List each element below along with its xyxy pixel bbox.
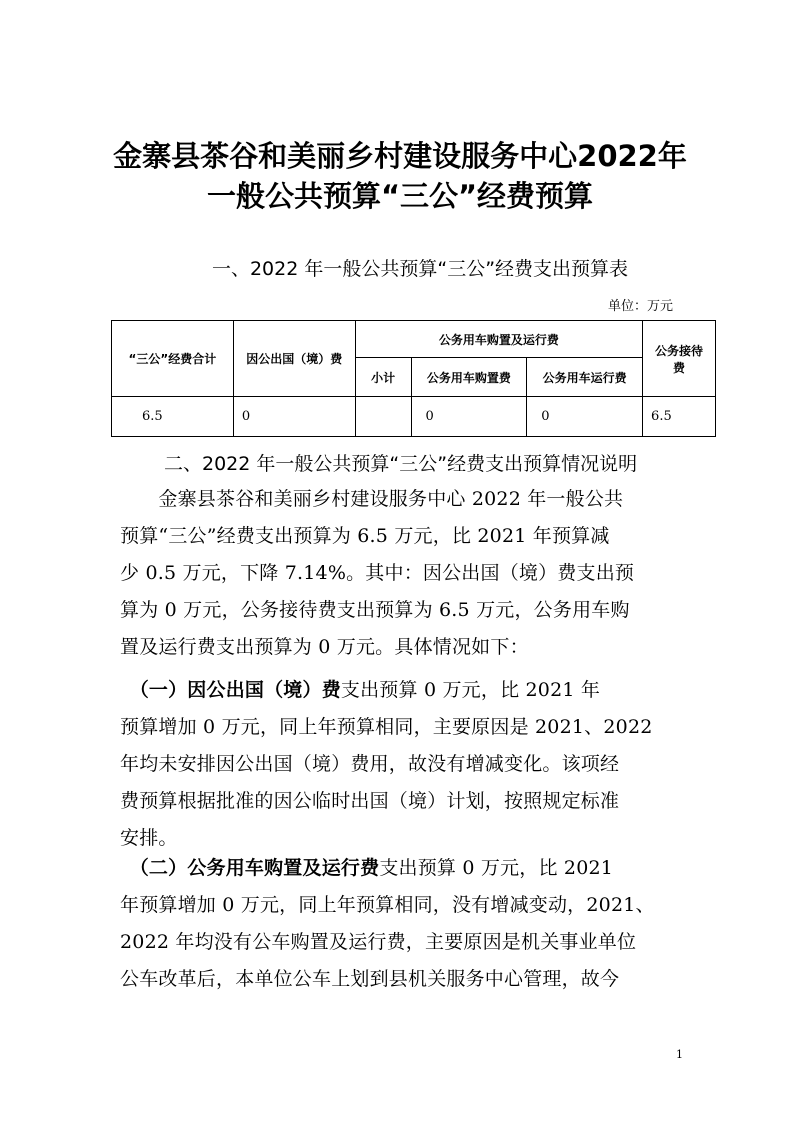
header-vehicle-operation: 公务用车运行费: [527, 358, 643, 397]
header-reception: 公务接待费: [643, 321, 716, 397]
section-2-heading: 二、2022 年一般公共预算“三公”经费支出预算情况说明: [164, 453, 638, 475]
text-line: [120, 850, 676, 887]
cell-reception: 6.5: [643, 397, 716, 437]
cell-abroad: 0: [233, 397, 355, 437]
cell-subtotal: [355, 397, 411, 437]
page-number: 1: [676, 1048, 683, 1061]
text-line: 预算增加 0 万元，同上年预算相同，主要原因是 2021、2022: [120, 716, 653, 738]
header-subtotal: 小计: [355, 358, 411, 397]
text-line: 置及运行费支出预算为 0 万元。具体情况如下：: [120, 636, 529, 658]
section-1-heading: 一、2022 年一般公共预算“三公”经费支出预算表: [211, 258, 629, 280]
text-line: 年预算增加 0 万元，同上年预算相同，没有增减变动，2021、: [120, 894, 655, 916]
text-fragment: 支出预算 0 万元，比 2021 年: [340, 679, 601, 701]
text-line: 安排。: [120, 827, 178, 849]
text-line: 2022 年均没有公车购置及运行费，主要原因是机关事业单位: [120, 931, 637, 953]
text-fragment: 支出预算 0 万元，比 2021: [379, 857, 614, 879]
paragraph-lead-vehicle: （二）公务用车购置及运行费: [139, 857, 380, 879]
unit-label: 单位：万元: [607, 299, 673, 314]
header-vehicle-purchase: 公务用车购置费: [411, 358, 527, 397]
text-line: 预算“三公”经费支出预算为 6.5 万元，比 2021 年预算减: [120, 525, 610, 547]
paragraph-vehicle: [120, 850, 676, 998]
text-line: 算为 0 万元，公务接待费支出预算为 6.5 万元，公务用车购: [120, 599, 630, 621]
paragraph-summary: [120, 481, 676, 666]
cell-vehicle-operation: 0: [527, 397, 643, 437]
header-total: “三公”经费合计: [112, 321, 234, 397]
document-title-line-2: 一般公共预算“三公”经费预算: [206, 179, 594, 213]
text-line: 金寨县茶谷和美丽乡村建设服务中心 2022 年一般公共: [120, 488, 624, 510]
header-vehicle-group: 公务用车购置及运行费: [355, 321, 642, 358]
paragraph-abroad: [120, 672, 676, 857]
document-title-line-1: 金寨县茶谷和美丽乡村建设服务中心2022年: [113, 139, 687, 173]
text-line: 费预算根据批准的因公临时出国（境）计划，按照规定标准: [120, 790, 620, 812]
text-line: 公车改革后，本单位公车上划到县机关服务中心管理，故今: [120, 968, 620, 990]
cell-vehicle-purchase: 0: [411, 397, 527, 437]
cell-total: 6.5: [112, 397, 234, 437]
text-line: [120, 672, 676, 709]
text-line: 年均未安排因公出国（境）费用，故没有增减变化。该项经: [120, 753, 620, 775]
paragraph-lead-abroad: （一）因公出国（境）费: [139, 679, 341, 701]
text-line: 少 0.5 万元，下降 7.14%。其中：因公出国（境）费支出预: [120, 562, 635, 584]
budget-table: [111, 320, 716, 437]
header-abroad: 因公出国（境）费: [233, 321, 355, 397]
